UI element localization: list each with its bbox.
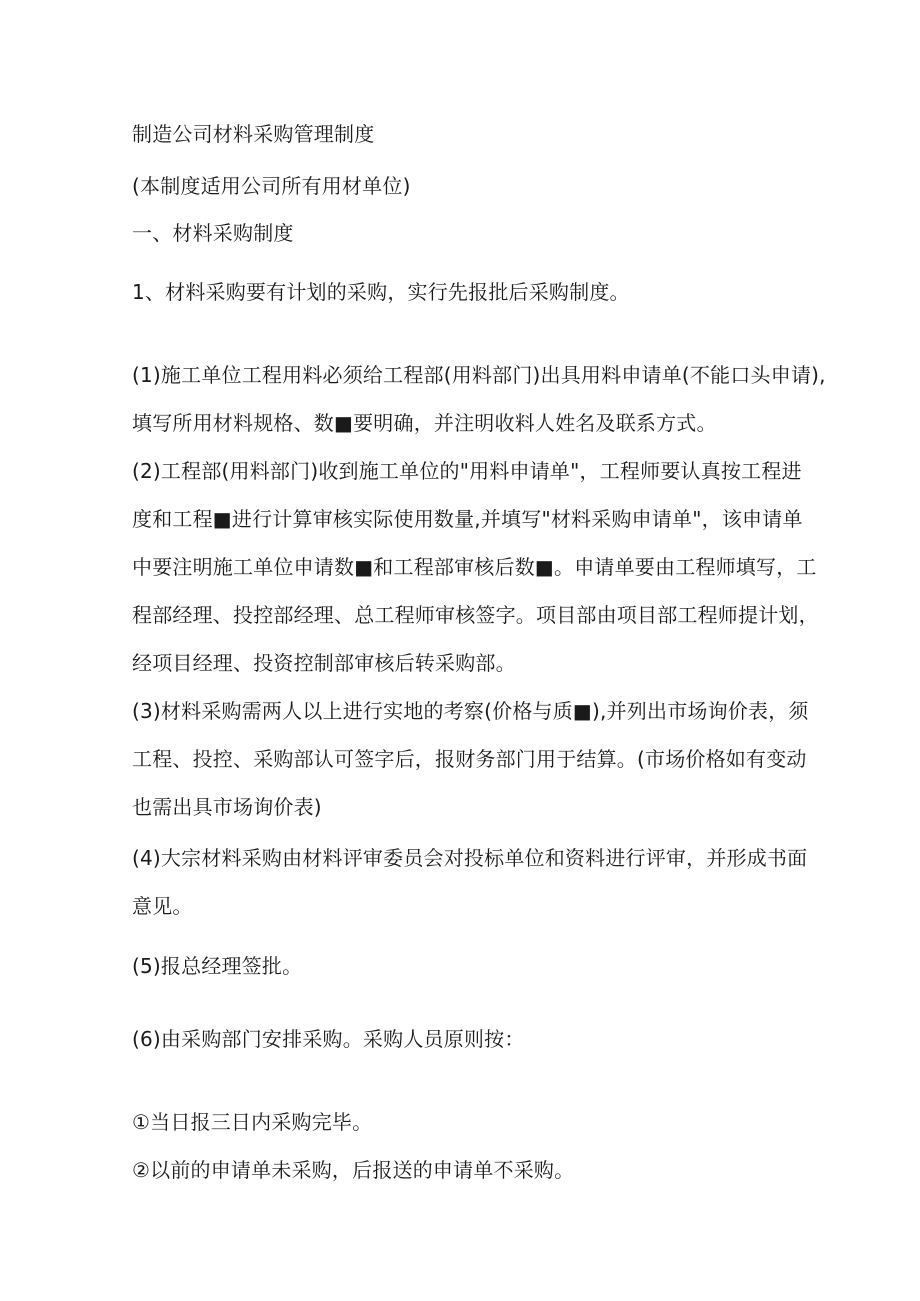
- paragraph-4-line: (4)大宗材料采购由材料评审委员会对投标单位和资料进行评审，并形成书面: [132, 846, 808, 870]
- paragraph-3-line: 也需出具市场询价表): [132, 795, 322, 819]
- section-heading: 一、材料采购制度: [132, 221, 294, 245]
- rule-1: 1、材料采购要有计划的采购，实行先报批后采购制度。: [132, 280, 630, 304]
- paragraph-3-line: (3)材料采购需两人以上进行实地的考察(价格与质■),并列出市场询价表，须: [132, 699, 809, 723]
- paragraph-2-line: (2)工程部(用料部门)收到施工单位的"用料申请单"，工程师要认真按工程进: [132, 459, 802, 483]
- paragraph-2-line: 度和工程■进行计算审核实际使用数量,并填写"材料采购申请单"，该申请单: [132, 507, 803, 531]
- document-title: 制造公司材料采购管理制度: [132, 122, 375, 146]
- paragraph-2-line: 经项目经理、投资控制部审核后转采购部。: [132, 651, 516, 675]
- paragraph-1-line: (1)施工单位工程用料必须给工程部(用料部门)出具用料申请单(不能口头申请),: [132, 363, 826, 387]
- paragraph-6: (6)由采购部门安排采购。采购人员原则按：: [132, 1027, 525, 1051]
- list-item-1: ①当日报三日内采购完毕。: [132, 1110, 373, 1134]
- paragraph-2-line: 程部经理、投控部经理、总工程师审核签字。项目部由项目部工程师提计划，: [132, 603, 819, 627]
- paragraph-5: (5)报总经理签批。: [132, 954, 303, 978]
- paragraph-1-line: 填写所用材料规格、数■要明确，并注明收料人姓名及联系方式。: [132, 411, 717, 435]
- document-scope: (本制度适用公司所有用材单位): [132, 174, 411, 198]
- paragraph-2-line: 中要注明施工单位申请数■和工程部审核后数■。申请单要由工程师填写，工: [132, 555, 817, 579]
- paragraph-3-line: 工程、投控、采购部认可签字后，报财务部门用于结算。(市场价格如有变动: [132, 747, 807, 771]
- paragraph-4-line: 意见。: [132, 894, 193, 918]
- list-item-2: ②以前的申请单未采购，后报送的申请单不采购。: [132, 1158, 575, 1182]
